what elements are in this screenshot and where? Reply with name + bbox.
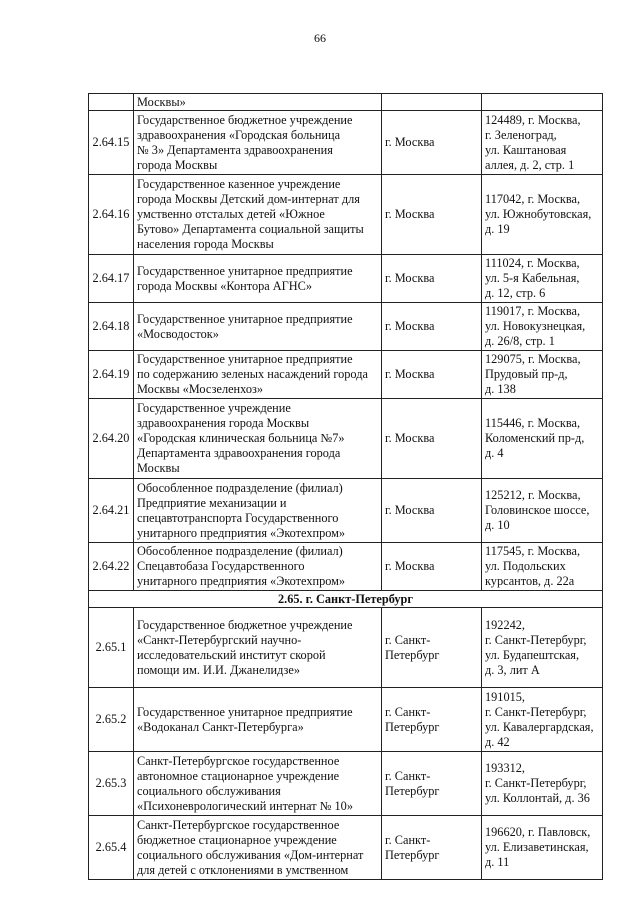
address-line: 196620, г. Павловск, [485,825,591,839]
organization-name-line: Государственное унитарное предприятие [137,311,353,326]
organization-name [134,94,382,111]
address-line: 125212, г. Москва, [485,488,581,502]
table-row [89,94,603,111]
address-line: ул. Южнобутовская, [485,207,592,221]
organization-name [134,479,382,543]
organization-name-line: города Москвы [137,157,218,172]
organization-name-line: Государственное бюджетное учреждение [137,112,353,127]
city-cell [382,816,482,880]
address-line: г. Санкт-Петербург, [485,632,587,647]
address-line: д. 3, лит А [485,662,540,677]
city-line: г. Москва [385,135,435,149]
address-line: 129075, г. Москва, [485,352,581,366]
organization-name-line: Государственное учреждение [137,401,291,415]
address-line: д. 19 [485,222,510,236]
organization-name [134,111,382,175]
organization-name-line: «Санкт-Петербургский научно- [137,632,302,647]
address-line: д. 12, стр. 6 [485,286,546,300]
page-number: 66 [314,31,326,45]
row-number: 2.64.21 [89,479,134,543]
address-line: ул. Коллонтай, д. 36 [485,791,590,805]
organization-name-line: исследовательский институт скорой [137,647,326,662]
address-cell [482,752,603,816]
city-line: г. Москва [385,559,435,573]
address-cell [482,688,603,752]
city-line: Петербург [385,647,440,662]
city-line: г. Санкт- [385,768,431,783]
address-cell [482,608,603,688]
table-row [89,608,603,688]
organization-name [134,175,382,255]
address-cell [482,399,603,479]
row-number: 2.65.3 [89,752,134,816]
city-cell [382,752,482,816]
address-line: Головинское шоссе, [485,503,590,517]
city-line: г. Санкт- [385,704,431,719]
organization-name-line: Москвы «Мосзеленхоз» [137,382,263,396]
table-row [89,255,603,303]
city-line: г. Санкт- [385,632,431,647]
organization-name-line: социального обслуживания «Дом-интернат [137,847,364,862]
address-line: д. 11 [485,855,510,869]
address-line: 115446, г. Москва, [485,416,581,430]
organization-name-line: Обособленное подразделение (филиал) [137,544,343,558]
address-line: ул. Елизаветинская, [485,840,589,854]
organization-name-line: населения города Москвы [137,237,274,251]
organization-name-line: «Психоневрологический интернат № 10» [137,798,353,813]
row-number: 2.64.16 [89,175,134,255]
address-line: 111024, г. Москва, [485,256,580,270]
address-line: 119017, г. Москва, [485,304,581,318]
organization-name-line: Москвы [137,461,180,475]
organization-name-line: для детей с отклонениями в умственном [137,862,349,877]
city-cell [382,94,482,111]
table-row [89,303,603,351]
address-cell [482,111,603,175]
city-cell [382,303,482,351]
row-number: 2.64.18 [89,303,134,351]
address-cell [482,303,603,351]
organization-name-line: помощи им. И.И. Джанелидзе» [137,662,301,677]
organization-name-line: Спецавтобаза Государственного [137,559,305,573]
address-cell [482,94,603,111]
address-line: Коломенский пр-д, [485,431,585,445]
section-header-row [89,591,603,608]
address-cell [482,479,603,543]
organization-name-line: Санкт-Петербургское государственное [137,753,340,768]
address-line: ул. Кавалергардская, [485,719,594,734]
address-line: г. Санкт-Петербург, [485,704,587,719]
city-line: г. Санкт- [385,832,431,847]
table-row [89,479,603,543]
organization-name-line: Бутово» Департамента социальной защиты [137,222,364,236]
organization-name-line: по содержанию зеленых насаждений города [137,367,368,381]
organization-name-line: Государственное унитарное предприятие [137,263,353,278]
city-cell [382,351,482,399]
organization-name-line: Государственное унитарное предприятие [137,704,353,719]
city-line: Петербург [385,783,440,798]
city-cell [382,608,482,688]
organization-name-line: города Москвы «Контора АГНС» [137,278,313,293]
city-cell [382,543,482,591]
organization-name [134,303,382,351]
organization-name-line: города Москвы Детский дом-интернат для [137,192,360,206]
address-line: д. 138 [485,382,516,396]
row-number: 2.65.4 [89,816,134,880]
address-line: 191015, [485,689,525,704]
address-cell [482,351,603,399]
address-line: д. 4 [485,446,504,460]
organization-name-line: здравоохранения города Москвы [137,416,310,430]
row-number [89,94,134,111]
organization-name-line: Обособленное подразделение (филиал) [137,480,343,495]
city-line: Петербург [385,847,440,862]
organization-name-line: умственно отсталых детей «Южное [137,207,325,221]
city-cell [382,399,482,479]
address-line: ул. Новокузнецкая, [485,319,586,333]
address-line: ул. Будапештская, [485,647,580,662]
organization-name-line: Государственное бюджетное учреждение [137,617,353,632]
organization-name-line: автономное стационарное учреждение [137,768,340,783]
address-line: ул. Каштановая [485,142,567,157]
city-cell [382,688,482,752]
organization-name-line: социального обслуживания [137,783,281,798]
table-row [89,111,603,175]
address-cell [482,175,603,255]
address-line: д. 26/8, стр. 1 [485,334,555,348]
row-number: 2.64.17 [89,255,134,303]
row-number: 2.64.15 [89,111,134,175]
organization-name [134,752,382,816]
address-line: 192242, [485,617,525,632]
organization-name-line: «Водоканал Санкт-Петербурга» [137,719,304,734]
organization-name-line: Предприятие механизации и [137,495,287,510]
city-line: г. Москва [385,319,435,333]
organization-name-line: спецавтотранспорта Государственного [137,510,339,525]
organization-name-line: бюджетное стационарное учреждение [137,832,337,847]
city-cell [382,255,482,303]
organization-name [134,816,382,880]
address-line: 124489, г. Москва, [485,112,581,127]
address-line: ул. 5-я Кабельная, [485,271,580,285]
table-row [89,351,603,399]
city-cell [382,479,482,543]
address-cell [482,255,603,303]
organization-name-line: Государственное казенное учреждение [137,177,341,191]
row-number: 2.64.19 [89,351,134,399]
section-title: 2.65. г. Санкт-Петербург [89,591,603,608]
row-number: 2.64.22 [89,543,134,591]
address-line: г. Зеленоград, [485,127,557,142]
address-line: д. 10 [485,518,510,532]
address-line: Прудовый пр-д, [485,367,568,381]
organization-name [134,351,382,399]
table-row [89,175,603,255]
organization-name-line: Государственное унитарное предприятие [137,352,353,366]
row-number: 2.65.2 [89,688,134,752]
address-line: 117545, г. Москва, [485,544,581,558]
organization-name-line: унитарного предприятия «Экотехпром» [137,574,346,588]
address-line: курсантов, д. 22а [485,574,575,588]
address-line: ул. Подольских [485,559,566,573]
city-cell [382,175,482,255]
organization-name-line: здравоохранения «Городская больница [137,127,341,142]
table-row [89,816,603,880]
organization-name [134,543,382,591]
table-row [89,688,603,752]
organization-name [134,399,382,479]
organization-name-line: «Мосводосток» [137,326,219,341]
organization-name-line: № 3» Департамента здравоохранения [137,142,333,157]
city-line: г. Москва [385,367,435,381]
address-line: д. 42 [485,734,510,749]
address-cell [482,543,603,591]
organization-name [134,255,382,303]
organization-name [134,608,382,688]
address-line: 193312, [485,761,525,775]
organization-name-line: Санкт-Петербургское государственное [137,817,340,832]
city-cell [382,111,482,175]
city-line: г. Москва [385,207,435,221]
organization-name-line: «Городская клиническая больница №7» [137,431,345,445]
organization-name-line: унитарного предприятия «Экотехпром» [137,525,346,540]
organization-name-line: Департамента здравоохранения города [137,446,341,460]
organization-name-line: Москвы» [137,94,186,109]
table-row [89,543,603,591]
city-line: Петербург [385,719,440,734]
address-line: г. Санкт-Петербург, [485,776,587,790]
city-line: г. Москва [385,503,435,517]
table-row [89,399,603,479]
address-line: аллея, д. 2, стр. 1 [485,157,575,172]
table-row [89,752,603,816]
organizations-table [88,93,603,880]
city-line: г. Москва [385,271,435,285]
address-cell [482,816,603,880]
organization-name [134,688,382,752]
city-line: г. Москва [385,431,435,445]
address-line: 117042, г. Москва, [485,192,581,206]
row-number: 2.64.20 [89,399,134,479]
row-number: 2.65.1 [89,608,134,688]
